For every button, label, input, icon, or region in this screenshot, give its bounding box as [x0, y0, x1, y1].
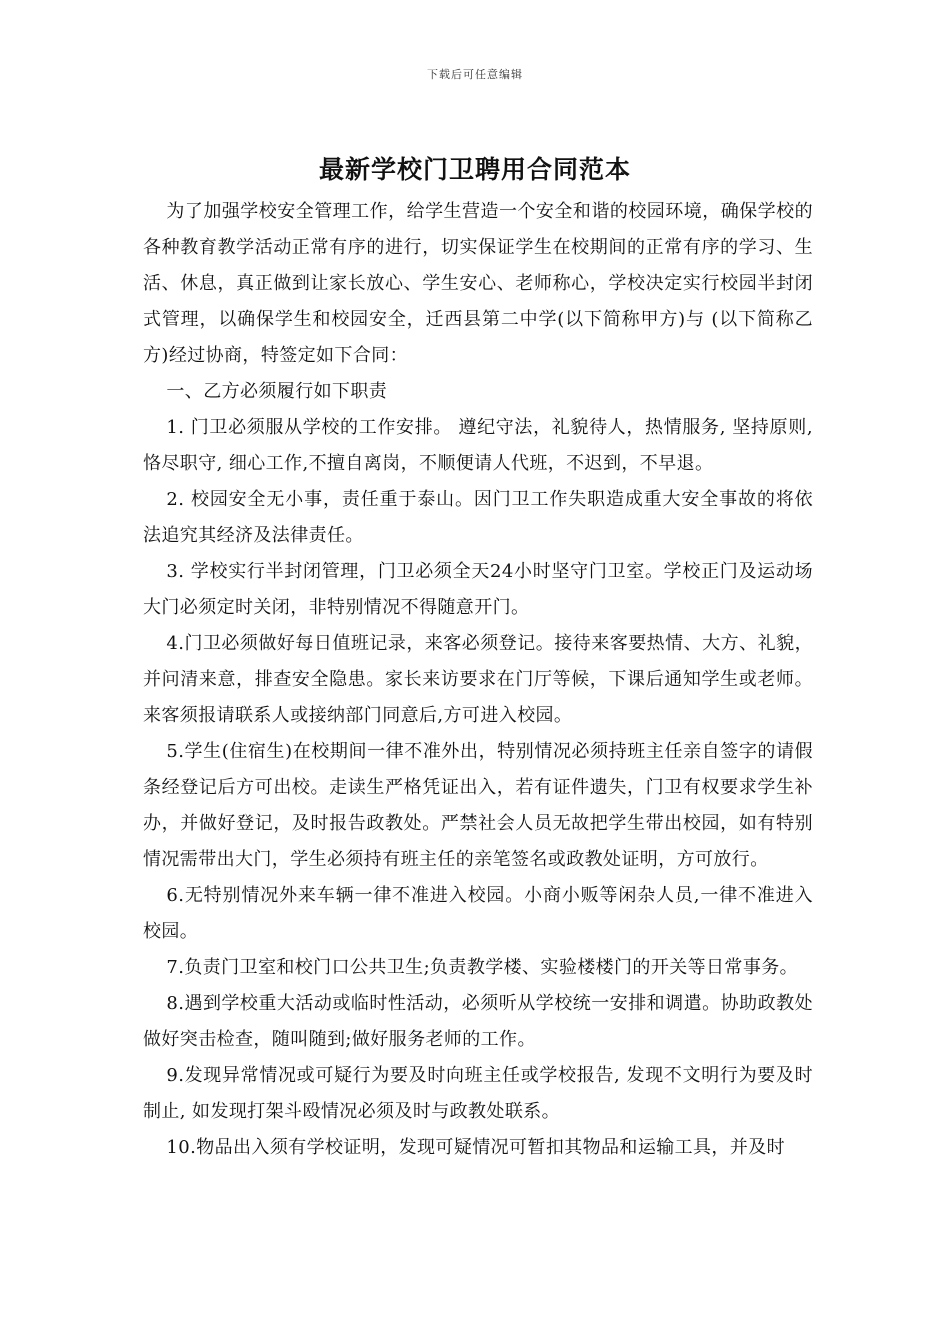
clause-10: 10.物品出入须有学校证明，发现可疑情况可暂扣其物品和运输工具，并及时 — [166, 1137, 786, 1158]
clause-2: 2. 校园安全无小事，责任重于泰山。因门卫工作失职造成重大安全事故的将依法追究其经济及法律责任。 — [143, 489, 813, 546]
section-heading: 一、乙方必须履行如下职责 — [166, 381, 388, 402]
clause-3: 3. 学校实行半封闭管理，门卫必须全天24小时坚守门卫室。学校正门及运动场大门必须定时关闭，非特别情况不得随意开门。 — [143, 561, 813, 618]
clause-5: 5.学生(住宿生)在校期间一律不准外出，特别情况必须持班主任亲自签字的请假条经登记后方可出校。走读生严格凭证出入，若有证件遗失，门卫有权要求学生补办，并做好登记，及时报告政教处。严禁社会人员无故把学生带出校园，如有特别情况需带出大门，学生必须持有班主任的亲笔签名或政教处证明，方可放行。 — [143, 741, 813, 870]
clause-9: 9.发现异常情况或可疑行为要及时向班主任或学校报告, 发现不文明行为要及时制止, 如发现打架斗殴情况必须及时与政教处联系。 — [143, 1065, 813, 1122]
header-note: 下载后可任意编辑 — [427, 68, 523, 81]
clause-8: 8.遇到学校重大活动或临时性活动，必须听从学校统一安排和调遣。协助政教处做好突击检查，随叫随到;做好服务老师的工作。 — [143, 993, 813, 1050]
clause-1: 1. 门卫必须服从学校的工作安排。 遵纪守法，礼貌待人，热情服务, 坚持原则, 恪尽职守, 细心工作,不擅自离岗，不顺便请人代班，不迟到，不早退。 — [143, 417, 813, 474]
document-title: 最新学校门卫聘用合同范本 — [318, 155, 631, 184]
clause-4: 4.门卫必须做好每日值班记录，来客必须登记。接待来客要热情、大方、礼貌，并问清来意，排查安全隐患。家长来访要求在门厅等候，下课后通知学生或老师。来客须报请联系人或接纳部门同意后,方可进入校园。 — [143, 633, 813, 726]
document-body — [143, 194, 813, 1166]
clause-6: 6.无特别情况外来车辆一律不准进入校园。小商小贩等闲杂人员,一律不准进入校园。 — [143, 885, 813, 942]
clause-7: 7.负责门卫室和校门口公共卫生;负责教学楼、实验楼楼门的开关等日常事务。 — [166, 957, 799, 978]
paragraph-intro: 为了加强学校安全管理工作，给学生营造一个安全和谐的校园环境，确保学校的各种教育教学活动正常有序的进行，切实保证学生在校期间的正常有序的学习、生活、休息，真正做到让家长放心、学生安心、老师称心，学校决定实行校园半封闭式管理，以确保学生和校园安全，迁西县第二中学(以下简称甲方)与 (以下简称乙方)经过协商，特签定如下合同： — [143, 201, 813, 366]
